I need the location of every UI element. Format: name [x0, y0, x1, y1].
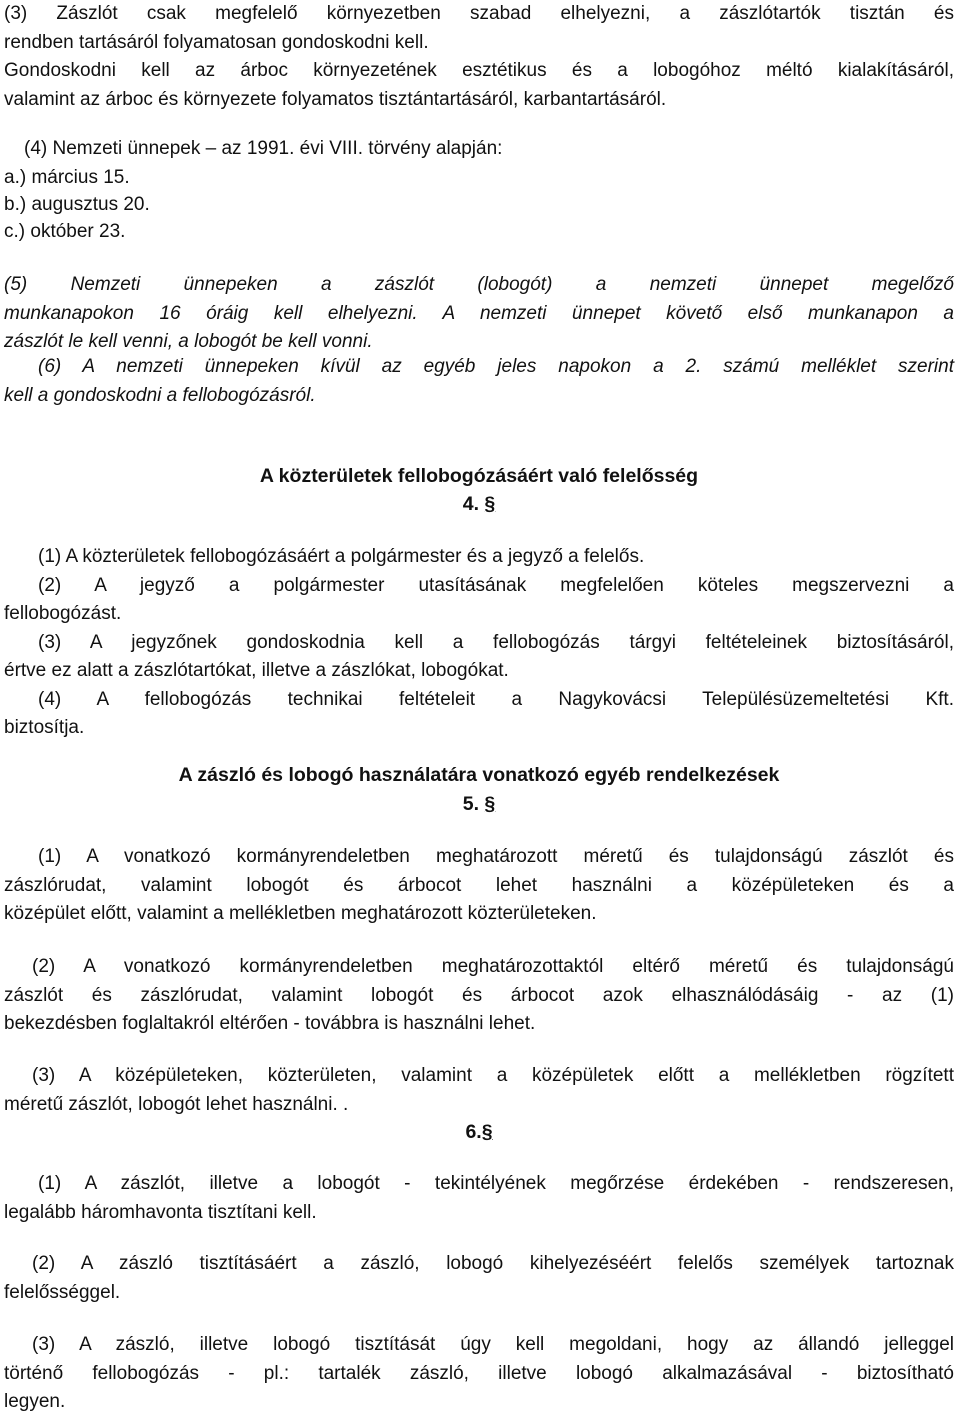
section-number: 6. [465, 1121, 482, 1143]
text-line: méretű zászlót, lobogót lehet használni. . [4, 1093, 349, 1115]
text-line: (2) A vonatkozó kormányrendeletben meghatározottaktól eltérő méretű és tulajdonságú [32, 956, 954, 977]
text-line: zászlórudat, valamint lobogót és árbocot lehet használni a középületeken és a [4, 874, 954, 896]
text-line: legalább háromhavonta tisztítani kell. [4, 1201, 317, 1223]
section-number-4 [4, 490, 954, 518]
text-line: legyen. [4, 1391, 66, 1412]
list-item: a.) március 15. [4, 166, 130, 188]
text-line: (2) A zászló tisztításáért a zászló, lobogó kihelyezéséért felelős személyek tartoznak [32, 1253, 954, 1274]
text-line: (3) A zászló, illetve lobogó tisztítását úgy kell megoldani, hogy az állandó jelleggel [32, 1334, 954, 1355]
section-number-5 [4, 790, 954, 818]
text-line: biztosítja. [4, 717, 85, 738]
paragraph-6 [4, 353, 954, 410]
text-line: rendben tartásáról folyamatosan gondoskodni kell. [4, 31, 429, 53]
text-line: (1) A közterületek fellobogózásáért a polgármester és a jegyző a felelős. [38, 546, 645, 567]
section-6-paragraph-1 [4, 1170, 954, 1227]
list-item: c.) október 23. [4, 220, 126, 242]
text-line: munkanapokon 16 óráig kell elhelyezni. A nemzeti ünnepet követő első munkanapon a [4, 302, 954, 324]
text-line: (2) A jegyző a polgármester utasításának megfelelően köteles megszervezni a [38, 574, 954, 596]
text-line: zászlót és zászlórudat, valamint lobogót és árbocot azok elhasználódásáig - az (1) [4, 984, 954, 1006]
text-line: fellobogózást. [4, 603, 122, 624]
text-line: (5) Nemzeti ünnepeken a zászlót (lobogót) a nemzeti ünnepet megelőző [4, 274, 954, 295]
list-item: b.) augusztus 20. [4, 193, 150, 215]
text-line: értve ez alatt a zászlótartókat, illetve a zászlókat, lobogókat. [4, 660, 509, 681]
text-line: (1) A vonatkozó kormányrendeletben meghatározott méretű és tulajdonságú zászlót és [38, 846, 954, 867]
text-line: zászlót le kell venni, a lobogót be kell vonni. [4, 331, 373, 352]
section-sign: § [484, 493, 496, 515]
section-number: 4. [462, 493, 479, 515]
section-sign: § [481, 1121, 493, 1143]
text-line: középület előtt, valamint a mellékletben meghatározott közterületeken. [4, 903, 597, 924]
text-line: valamint az árboc és környezete folyamatos tisztántartásáról, karbantartásáról. [4, 88, 667, 110]
text-line: (3) A jegyzőnek gondoskodnia kell a fellobogózás tárgyi feltételeinek biztosításáról, [38, 631, 954, 653]
paragraph-5 [4, 271, 954, 357]
text-line: (4) Nemzeti ünnepek – az 1991. évi VIII. törvény alapján: [24, 138, 503, 159]
paragraph-3 [4, 0, 954, 114]
paragraph-4 [4, 135, 954, 245]
text-line: (6) A nemzeti ünnepeken kívül az egyéb jeles napokon a 2. számú melléklet szerint [38, 356, 954, 377]
section-heading-5: A zászló és lobogó használatára vonatkozó egyéb rendelkezések [178, 764, 780, 786]
section-number: 5. [462, 793, 479, 815]
section-6-paragraph-3 [4, 1331, 954, 1417]
text-line: kell a gondoskodni a fellobogózásról. [4, 384, 316, 406]
section-sign: § [484, 793, 496, 815]
section-number-6 [4, 1118, 954, 1146]
section-5-paragraph-2 [4, 953, 954, 1039]
text-line: (4) A fellobogózás technikai feltételeit a Nagykovácsi Településüzemeltetési Kft. [38, 688, 954, 710]
text-line: Gondoskodni kell az árboc környezetének esztétikus és a lobogóhoz méltó kialakításáról, [4, 60, 954, 81]
text-line: (3) Zászlót csak megfelelő környezetben szabad elhelyezni, a zászlótartók tisztán és [4, 3, 954, 24]
text-line: (1) A zászlót, illetve a lobogót - tekintélyének megőrzése érdekében - rendszeresen, [38, 1173, 954, 1194]
section-4-body [4, 543, 954, 743]
section-6-paragraph-2 [4, 1250, 954, 1307]
section-5-paragraph-1 [4, 843, 954, 929]
text-line: felelősséggel. [4, 1281, 121, 1303]
section-heading-4: A közterületek fellobogózásáért való felelősség [259, 465, 699, 487]
text-line: történő fellobogózás - pl.: tartalék zászló, illetve lobogó alkalmazásával - biztosítható [4, 1362, 954, 1384]
text-line: (3) A középületeken, közterületen, valamint a középületek előtt a mellékletben rögzített [32, 1065, 954, 1086]
section-5-paragraph-3 [4, 1062, 954, 1119]
text-line: bekezdésben foglaltakról eltérően - továbbra is használni lehet. [4, 1013, 536, 1034]
